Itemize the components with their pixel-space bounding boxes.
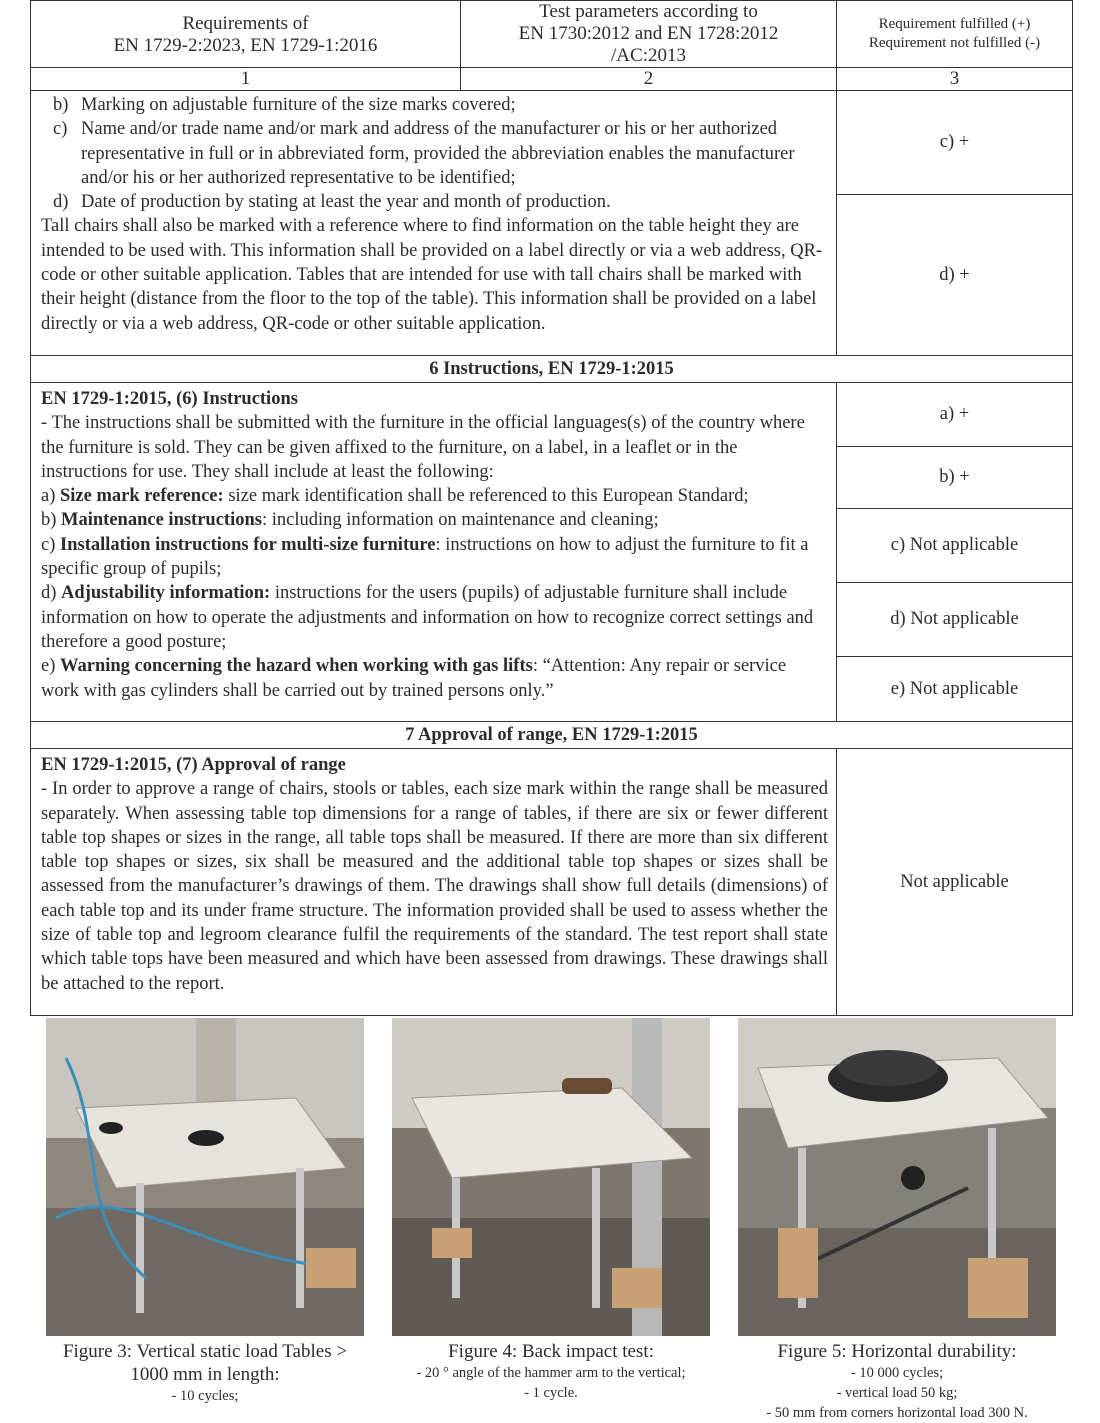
figure-detail: - vertical load 50 kg;	[836, 1385, 958, 1401]
instruction-item-b	[41, 508, 828, 532]
header-col2-line1: Test parameters according to	[539, 1, 758, 22]
instructions-row	[31, 383, 1073, 722]
figure-detail: - 10 000 cycles;	[850, 1365, 944, 1381]
instructions-intro: - The instructions shall be submitted with the furniture in the official languages(s) of the country where the furniture is sold. They can be given affixed to the furniture, on a label, in a leaflet or in the instructions for use. They shall include at least the following:	[41, 413, 805, 482]
table-photo-icon	[392, 1018, 710, 1336]
figure-title: Figure 3: Vertical static load Tables > 1000 mm in length:	[62, 1341, 348, 1385]
approval-result-cell	[837, 749, 1073, 1016]
column-number-1: 1	[31, 68, 461, 91]
item-title: Size mark reference:	[60, 486, 224, 507]
item-text: size mark identification shall be referenced to this European Standard;	[223, 486, 749, 507]
approval-text: - In order to approve a range of chairs, stools or tables, each size mark within the range shall be measured separately. When assessing table top dimensions for a range of tables, if there are six or fewer different table top shapes or sizes in the range, all table tops shall be measured. If there are more than six different table top shapes or sizes, six shall be measured and the additional table top shapes or sizes shall be assessed from the manufacturer’s drawings of them. The drawings shall show full details (dimensions) of each table top and its under frame structure. The information provided shall be used to assess whether the size of table top and legroom clearance fulfil the requirements of the standard. The test report shall state which table tops have been measured and which have been assessed from drawings. These drawings shall be attached to the report.	[41, 779, 828, 994]
instruction-item-c	[41, 533, 828, 582]
item-text: : including information on maintenance and cleaning;	[261, 510, 659, 531]
result-d: d) +	[939, 264, 970, 285]
item-text: instructions for the users (pupils) of adjustable furniture shall include information on how to operate the adjustments and information on how to recognize correct settings and therefore a good posture;	[41, 583, 814, 652]
item-label: c)	[41, 534, 56, 555]
header-col1-line1: Requirements of	[182, 13, 309, 34]
list-item	[41, 190, 828, 214]
instruction-item-a	[41, 484, 828, 508]
figure-5	[738, 1018, 1056, 1423]
photo-horizontal-durability	[738, 1018, 1056, 1336]
column-numbers-row	[31, 68, 1073, 91]
item-label: d)	[41, 583, 57, 604]
table-photo-icon	[738, 1018, 1056, 1336]
header-test-parameters	[461, 1, 837, 68]
list-item	[41, 117, 828, 190]
item-text: : instructions on how to adjust the furniture to fit a specific group of pupils;	[41, 534, 809, 580]
section-title-instructions: 6 Instructions, EN 1729-1:2015	[31, 356, 1073, 383]
marking-text-cell	[31, 91, 837, 356]
header-col3-line1: Requirement fulfilled (+)	[878, 16, 1031, 32]
instruction-item-e	[41, 654, 828, 703]
figure-3-caption	[46, 1340, 364, 1406]
figure-detail: - 20 ° angle of the hammer arm to the vertical;	[416, 1365, 686, 1381]
result-approval: Not applicable	[900, 871, 1009, 892]
header-col1-line2: EN 1729-2:2023, EN 1729-1:2016	[113, 35, 378, 56]
item-label: b)	[41, 510, 57, 531]
figure-3	[46, 1018, 364, 1406]
item-label: d)	[53, 192, 69, 213]
test-report-page	[30, 0, 1072, 1016]
result-a: a) +	[837, 383, 1072, 447]
figure-detail: - 10 cycles;	[171, 1388, 239, 1404]
item-label: b)	[53, 95, 69, 115]
figure-detail: - 50 mm from corners horizontal load 300 N.	[766, 1405, 1028, 1421]
requirements-table	[30, 0, 1073, 1016]
item-title: Maintenance instructions	[61, 510, 262, 531]
figure-4	[392, 1018, 710, 1403]
header-col2-line3: /AC:2013	[611, 45, 686, 66]
table-photo-icon	[46, 1018, 364, 1336]
section-7-row	[31, 722, 1073, 749]
item-label: e)	[41, 656, 56, 677]
list-item	[41, 93, 828, 117]
column-number-2: 2	[461, 68, 837, 91]
marking-row	[31, 91, 1073, 356]
tall-chairs-paragraph: Tall chairs shall also be marked with a reference where to find information on the table height they are intended to be used with. This information shall be provided on a label directly or via a web address, QR-code or other suitable application. Tables that are intended for use with tall chairs shall be marked with their height (distance from the floor to the top of the table). This information shall be provided on a label directly or via a web address, QR-code or other suitable application.	[41, 216, 823, 334]
item-title: Warning concerning the hazard when working with gas lifts	[60, 656, 533, 677]
result-b: b) +	[837, 447, 1072, 509]
result-d: d) Not applicable	[837, 583, 1072, 657]
figure-5-caption	[738, 1340, 1056, 1423]
section-6-row	[31, 356, 1073, 383]
approval-heading: EN 1729-1:2015, (7) Approval of range	[41, 755, 346, 775]
marking-list	[41, 93, 828, 214]
table-header-row	[31, 1, 1073, 68]
figure-title: Figure 5: Horizontal durability:	[777, 1341, 1017, 1362]
figures-area	[46, 1018, 1058, 1421]
figure-4-caption	[392, 1340, 710, 1403]
instructions-text-cell	[31, 383, 837, 722]
result-c: c) Not applicable	[837, 509, 1072, 583]
result-c: c) +	[837, 91, 1072, 195]
item-title: Adjustability information:	[61, 583, 271, 604]
item-text: Date of production by stating at least the year and month of production.	[81, 192, 611, 213]
marking-results-cell	[837, 91, 1073, 356]
instructions-results-cell	[837, 383, 1073, 722]
instruction-item-d	[41, 581, 828, 654]
item-text: Name and/or trade name and/or mark and address of the manufacturer or his or her authorized representative in full or in abbreviated form, provided the abbreviation enables the manufacturer and/or his or her authorized representative to be identified;	[81, 119, 795, 188]
result-e: e) Not applicable	[890, 678, 1019, 699]
column-number-3: 3	[837, 68, 1073, 91]
approval-text-cell	[31, 749, 837, 1016]
header-col3-line2: Requirement not fulfilled (-)	[868, 35, 1041, 51]
header-fulfilled	[837, 1, 1073, 68]
approval-row	[31, 749, 1073, 1016]
item-label: a)	[41, 486, 56, 507]
header-requirements	[31, 1, 461, 68]
header-col2-line2: EN 1730:2012 and EN 1728:2012	[518, 23, 779, 44]
photo-vertical-static-load	[46, 1018, 364, 1336]
item-text: : “Attention: Any repair or service work with gas cylinders shall be carried out by trained persons only.”	[41, 656, 787, 701]
photo-back-impact	[392, 1018, 710, 1336]
section-title-approval: 7 Approval of range, EN 1729-1:2015	[31, 722, 1073, 749]
figure-title: Figure 4: Back impact test:	[448, 1341, 654, 1362]
instructions-heading: EN 1729-1:2015, (6) Instructions	[41, 389, 298, 409]
item-title: Installation instructions for multi-size furniture	[60, 534, 436, 555]
item-text: Marking on adjustable furniture of the size marks covered;	[81, 95, 516, 115]
item-label: c)	[53, 119, 68, 140]
figure-detail: - 1 cycle.	[524, 1385, 578, 1401]
